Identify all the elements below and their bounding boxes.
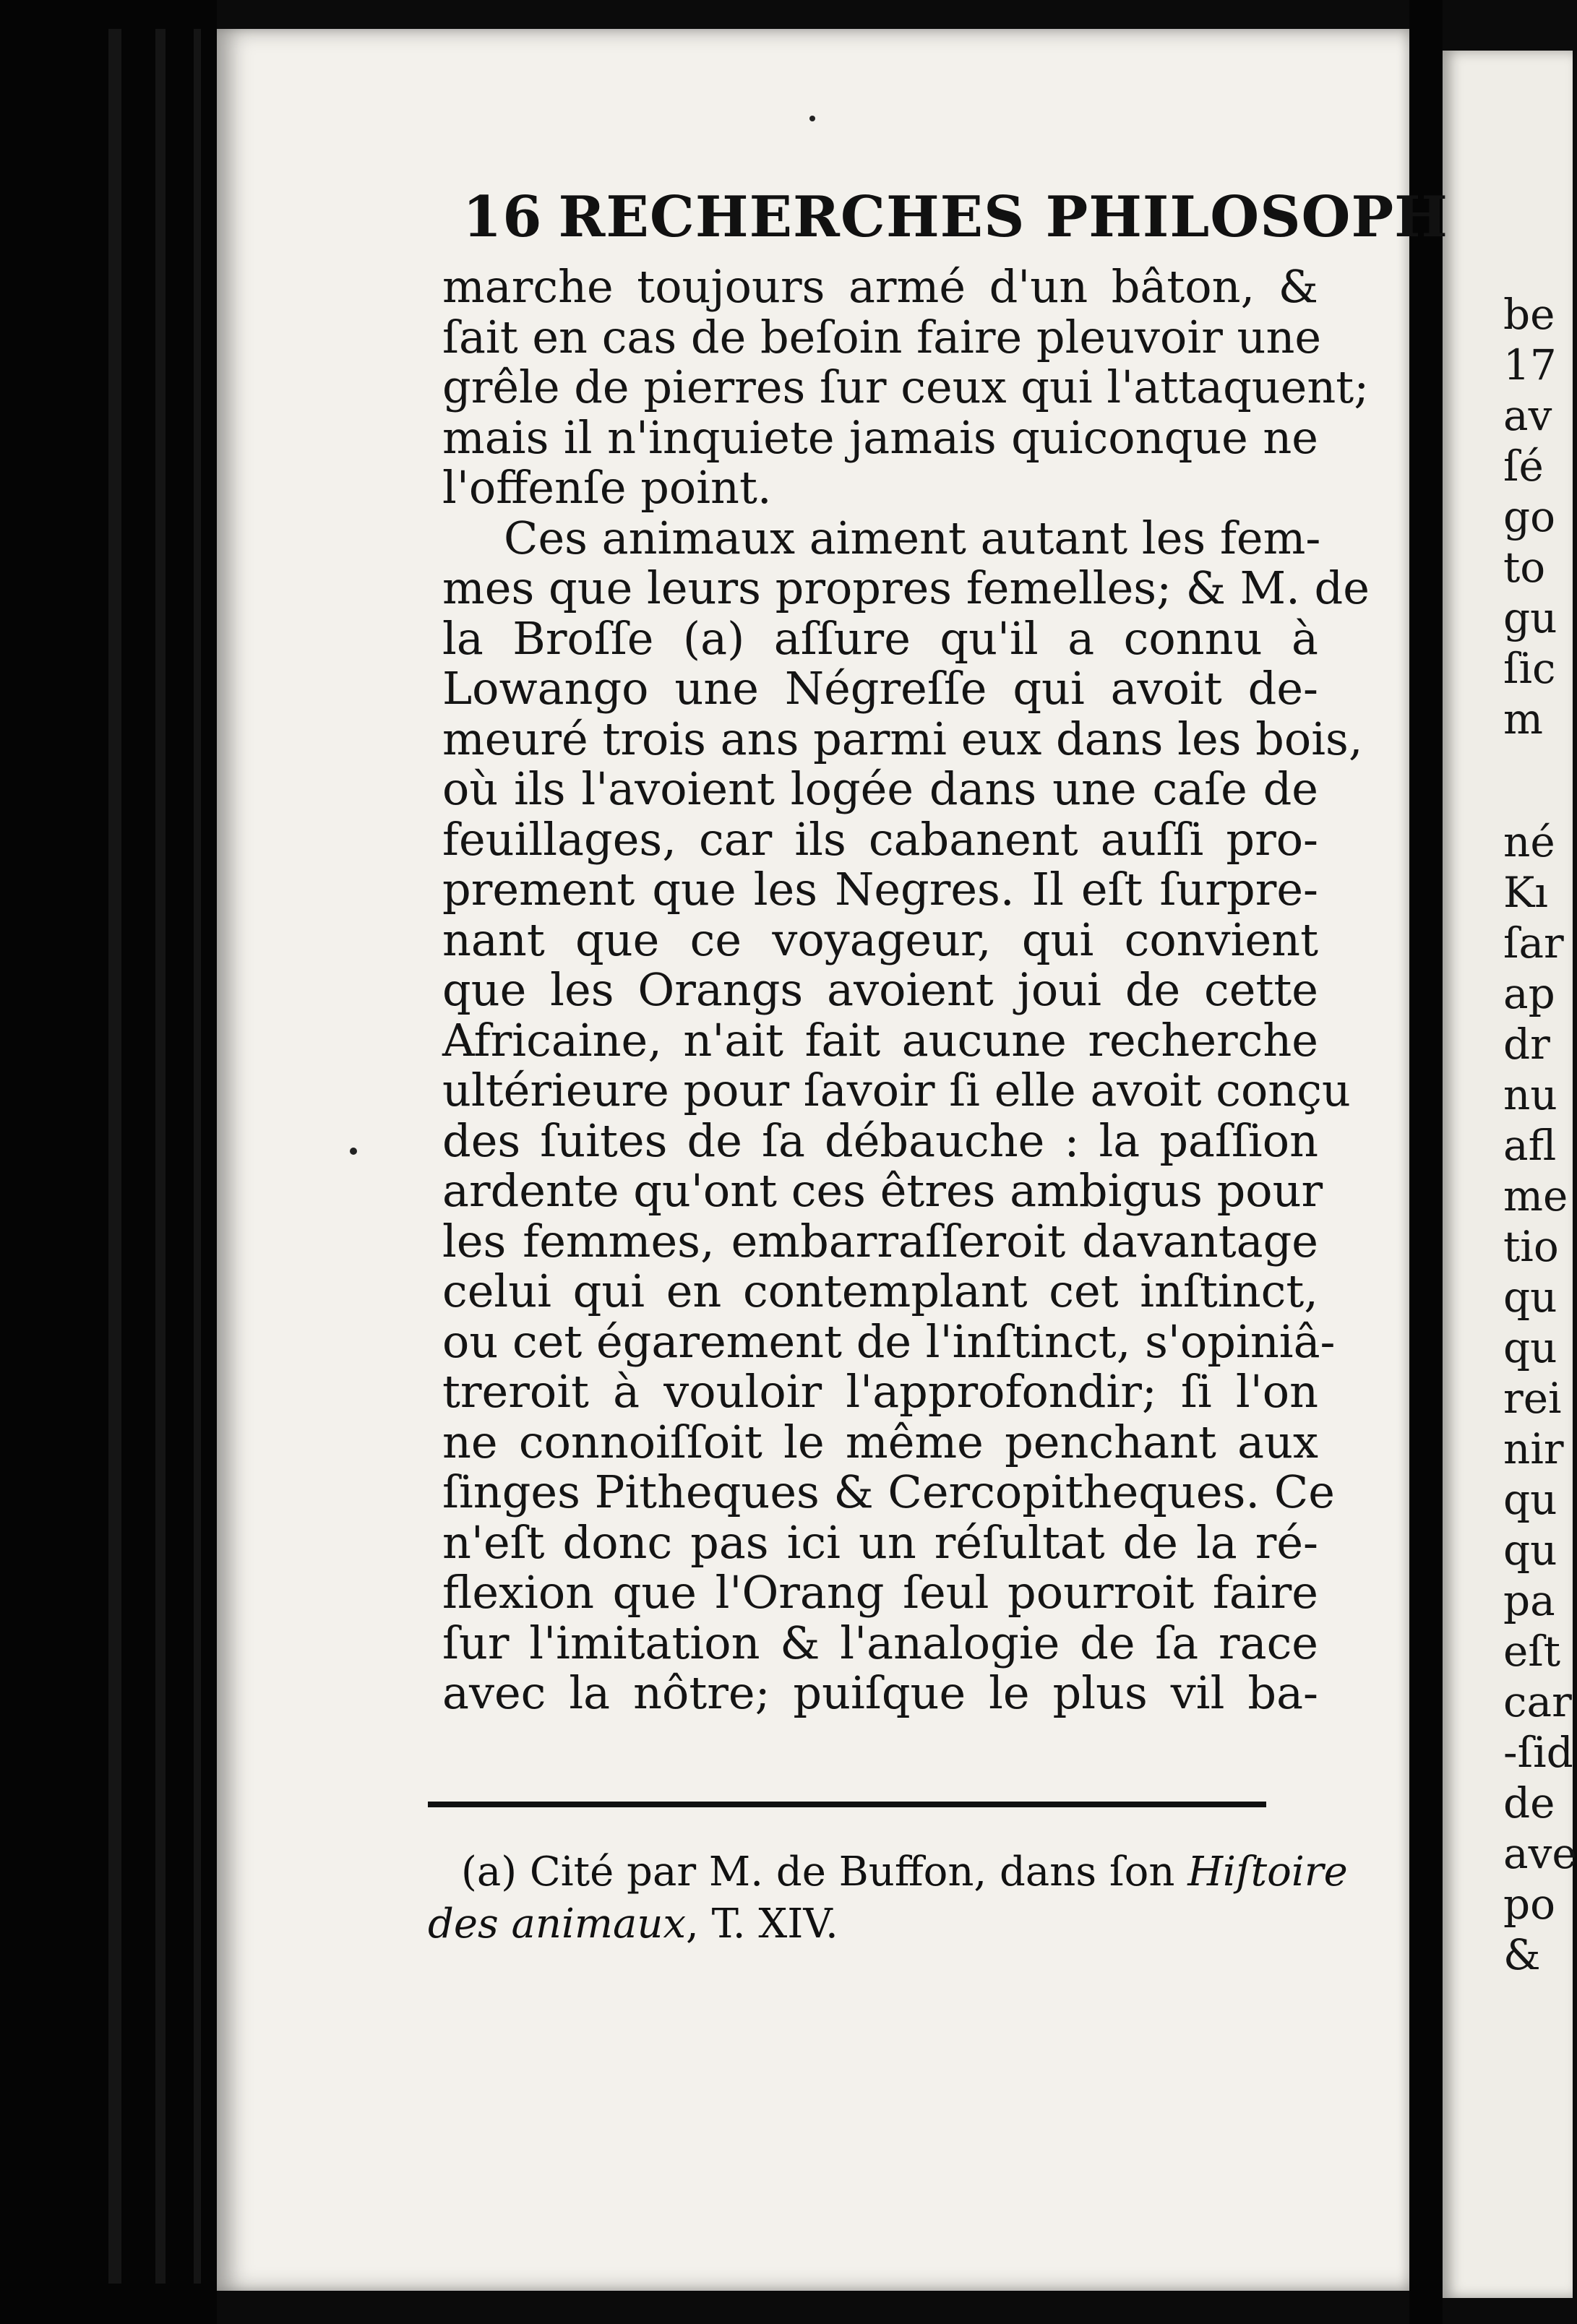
text-line: que les Orangs avoient joui de cette xyxy=(442,963,1318,1016)
fragment: qu xyxy=(1503,1475,1557,1524)
fragment: me xyxy=(1503,1171,1568,1221)
fragment: go xyxy=(1503,492,1556,541)
footnote-separator-rule xyxy=(428,1802,1266,1807)
footnote-marker: (a) xyxy=(461,1849,517,1895)
fragment: car xyxy=(1503,1677,1572,1726)
text-line: Ces animaux aiment autant les fem- xyxy=(504,511,1321,564)
text-line: ſur l'imitation & l'analogie de ſa race xyxy=(442,1616,1318,1669)
text-line: Lowango une Négreſſe qui avoit de- xyxy=(442,662,1318,715)
fragment: be xyxy=(1503,290,1555,339)
ink-speck xyxy=(809,116,815,121)
text-line: ou cet égarement de l'inſtinct, s'opiniâ- xyxy=(442,1314,1336,1368)
fragment: de xyxy=(1503,1778,1555,1828)
fragment: tio xyxy=(1503,1222,1559,1271)
fragment: rei xyxy=(1503,1374,1562,1423)
text-line: ſinges Pitheques & Cercopitheques. Ce xyxy=(442,1466,1335,1518)
text-line: ne connoiſſoit le même penchant aux xyxy=(442,1415,1318,1468)
running-header xyxy=(463,184,1448,250)
fragment: qu xyxy=(1503,1525,1557,1575)
fragment: -ſid xyxy=(1503,1728,1573,1777)
fragment: pa xyxy=(1503,1576,1555,1625)
fragment: to xyxy=(1503,543,1546,592)
text-line: ardente qu'ont ces êtres ambigus pour xyxy=(442,1164,1323,1217)
paragraph-gap xyxy=(1503,744,1561,817)
fragment: ſic xyxy=(1503,644,1556,693)
fragment: dr xyxy=(1503,1020,1550,1069)
fragment: nir xyxy=(1503,1424,1564,1473)
text-line: mais il n'inquiete jamais quiconque ne xyxy=(442,410,1318,464)
page-edge-line xyxy=(155,29,166,2284)
text-line: ſait en cas de beſoin faire pleuvoir une xyxy=(442,310,1322,363)
fragment: afl xyxy=(1503,1121,1557,1170)
text-line: l'offenſe point. xyxy=(442,461,772,514)
fragment: ſar xyxy=(1503,918,1564,968)
text-line: mes que leurs propres femelles; & M. de xyxy=(442,561,1370,614)
text-line: n'eſt donc pas ici un réſultat de la ré- xyxy=(442,1515,1318,1569)
text-line: prement que les Negres. Il eſt ſurpre- xyxy=(442,863,1318,916)
text-line: les femmes, embarraſſeroit davantage xyxy=(442,1214,1318,1268)
footnote-line-1 xyxy=(428,1846,1348,1898)
text-line: la Broſſe (a) aſſure qu'il a connu à xyxy=(442,611,1318,665)
text-line: feuillages, car ils cabanent auſſi pro- xyxy=(442,812,1318,866)
footnote-title-part-2: des animaux xyxy=(428,1901,687,1948)
ink-speck xyxy=(350,1148,357,1155)
fragment: ave xyxy=(1503,1829,1577,1878)
text-line: meuré trois ans parmi eux dans les bois, xyxy=(442,712,1363,765)
fragment: po xyxy=(1503,1880,1556,1929)
text-line: Africaine, n'ait fait aucune recherche xyxy=(442,1013,1318,1067)
text-line: treroit à vouloir l'approfondir; ſi l'on xyxy=(442,1365,1318,1418)
footnote-title-part-1: Hiſtoire xyxy=(1187,1849,1348,1895)
footnote xyxy=(428,1846,1348,1950)
footnote-text: Cité par M. de Buffon, dans ſon xyxy=(529,1849,1175,1895)
facing-page-fragments xyxy=(1503,289,1577,1980)
fragment: ſé xyxy=(1503,442,1544,491)
fragment: & xyxy=(1503,1930,1541,1979)
text-line: ultérieure pour ſavoir ſi elle avoit conçu xyxy=(442,1064,1351,1116)
text-line: où ils l'avoient logée dans une caſe de xyxy=(442,762,1318,815)
page-edge-line xyxy=(108,29,121,2284)
center-gutter xyxy=(1409,0,1443,2324)
fragment: gu xyxy=(1503,593,1557,642)
text-line: nant que ce voyageur, qui convient xyxy=(442,913,1318,966)
text-line: des ſuites de ſa débauche : la paſſion xyxy=(442,1114,1318,1167)
fragment: m xyxy=(1503,694,1543,744)
fragment: qu xyxy=(1503,1323,1557,1372)
fragment: Kı xyxy=(1503,868,1548,917)
main-text-block xyxy=(442,260,1370,1719)
fragment: 17 xyxy=(1503,340,1557,390)
fragment: qu xyxy=(1503,1273,1557,1322)
page-number: 16 xyxy=(463,184,543,250)
text-line: avec la nôtre; puiſque le plus vil ba- xyxy=(442,1666,1318,1719)
fragment: né xyxy=(1503,817,1555,866)
text-line: marche toujours armé d'un bâton, & xyxy=(442,260,1318,313)
text-line: grêle de pierres ſur ceux qui l'attaquent; xyxy=(442,361,1370,413)
fragment: av xyxy=(1503,391,1552,440)
text-line: flexion que l'Orang ſeul pourroit faire xyxy=(442,1566,1318,1619)
text-line: celui qui en contemplant cet inſtinct, xyxy=(442,1265,1318,1317)
running-title: RECHERCHES PHILOSOPH xyxy=(558,184,1448,250)
page-edge-line xyxy=(194,29,201,2284)
fragment: eſt xyxy=(1503,1627,1561,1676)
footnote-line-2 xyxy=(428,1898,1284,1950)
footnote-volume: , T. XIV. xyxy=(686,1901,838,1948)
fragment: ap xyxy=(1503,969,1555,1018)
fragment: nu xyxy=(1503,1070,1557,1119)
